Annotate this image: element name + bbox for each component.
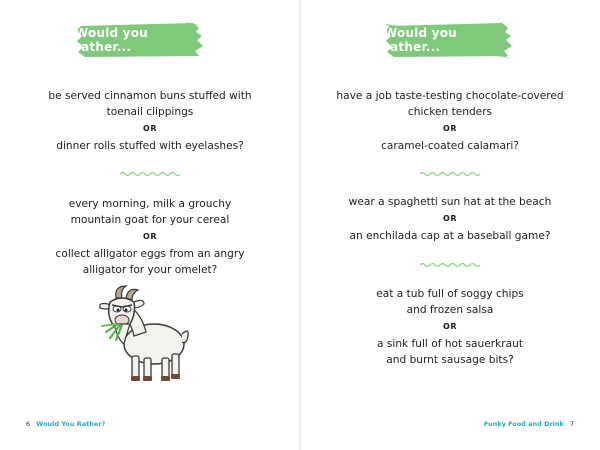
wave-divider: [420, 170, 480, 178]
option-a-line: every morning, milk a grouchy: [68, 198, 232, 210]
wave-divider-icon: [120, 170, 180, 178]
option-a-line: wear a spaghetti sun hat at the beach: [348, 196, 552, 208]
banner-title: Would you rather...: [384, 26, 457, 54]
option-b-line: dinner rolls stuffed with eyelashes?: [56, 140, 244, 152]
option-a-line: be served cinnamon buns stuffed with: [48, 90, 252, 102]
question-card: [0, 196, 300, 278]
option-b-line: alligator for your omelet?: [82, 264, 218, 276]
option-a-line: have a job taste-testing chocolate-covered: [336, 90, 564, 102]
option-b-line: an enchilada cap at a baseball game?: [349, 230, 551, 242]
footer-right: [484, 420, 574, 428]
wave-divider-icon: [420, 261, 480, 269]
wave-divider: [420, 261, 480, 269]
footer-book-title: Would You Rather?: [36, 420, 106, 428]
option-a-line: and frozen salsa: [406, 304, 494, 316]
option-a-line: toenail clippings: [106, 106, 194, 118]
wave-divider: [120, 170, 180, 178]
footer-left: [26, 420, 105, 428]
question-card: [300, 286, 600, 368]
option-a-line: eat a tub full of soggy chips: [376, 288, 524, 300]
banner-title: Would you rather...: [75, 26, 148, 54]
or-separator: OR: [143, 124, 157, 133]
or-separator: OR: [143, 232, 157, 241]
option-a-line: mountain goat for your cereal: [70, 214, 230, 226]
wave-divider-icon: [420, 170, 480, 178]
option-a-line: chicken tenders: [407, 106, 493, 118]
or-separator: OR: [443, 322, 457, 331]
question-card: [300, 194, 600, 244]
goat-icon: [92, 284, 192, 388]
question-card: [0, 88, 300, 154]
right-page: [300, 0, 600, 450]
goat-illustration: [92, 284, 192, 388]
right-banner: [384, 20, 514, 60]
or-separator: OR: [443, 214, 457, 223]
option-b-line: and burnt sausage bits?: [386, 354, 514, 366]
option-b-line: collect alligator eggs from an angry: [55, 248, 245, 260]
option-b-line: a sink full of hot sauerkraut: [377, 338, 523, 350]
or-separator: OR: [443, 124, 457, 133]
left-banner: [75, 20, 205, 60]
page-number: 7: [569, 420, 574, 428]
footer-chapter-title: Funky Food and Drink: [483, 420, 564, 428]
page-number: 6: [26, 420, 31, 428]
option-b-line: caramel-coated calamari?: [381, 140, 519, 152]
question-card: [300, 88, 600, 154]
